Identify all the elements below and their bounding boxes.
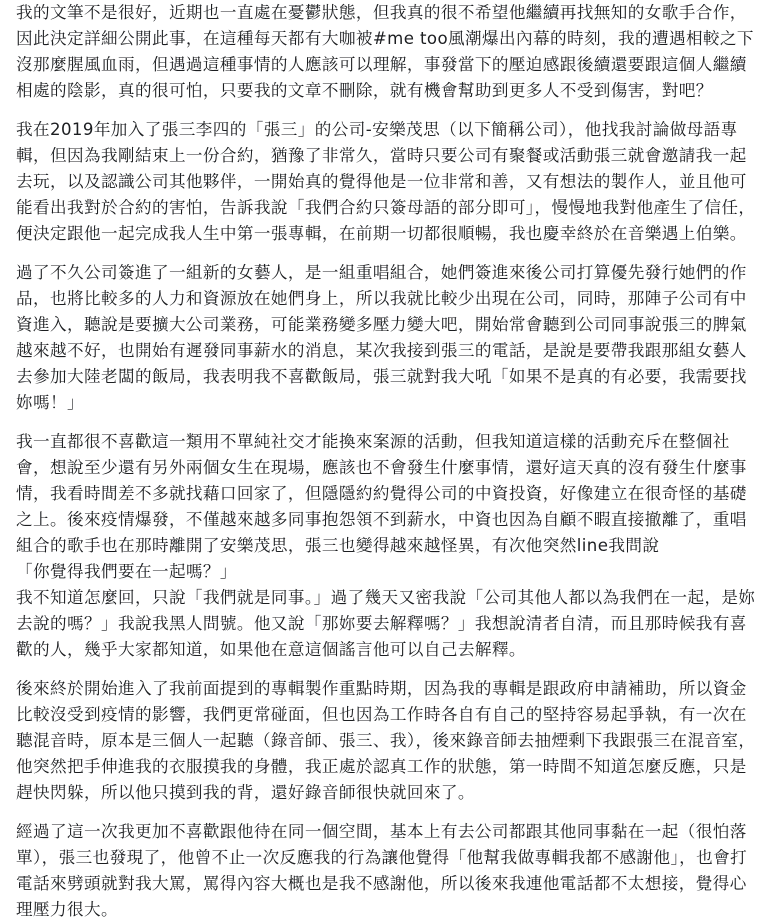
- post-paragraph-4: 我一直都很不喜歡這一類用不單純社交才能換來案源的活動，但我知道這樣的活動充斥在整個社會，想說至少還有另外兩個女生在現場，應該也不會發生什麼事情，還好這天真的沒有發生什麼事情，我看時間差不多就找藉口回家了，但隱隱約約覺得公司的中資投資，好像建立在很奇怪的基礎之上。後來疫情爆發，不僅越來越多同事抱怨領不到薪水，中資也因為自顧不暇直接撤離了，重唱組合的歌手也在那時離開了安樂茂思，張三也變得越來越怪異，有次他突然line我問說 「你覺得我們要在一起嗎？」 我不知道怎麼回，只說「我們就是同事。」過了幾天又密我說「公司其他人都以為我們在一起，是妳去說的嗎？」我說我黑人問號。他又說「那妳要去解釋嗎？」我想說清者自清，而且那時候我有喜歡的人，幾乎大家都知道，如果他在意這個謠言他可以自己去解釋。: [16, 432, 756, 659]
- post-paragraph-1: 我的文筆不是很好，近期也一直處在憂鬱狀態，但我真的很不希望他繼續再找無知的女歌手合作，因此決定詳細公開此事，在這種每天都有大咖被#me too風潮爆出內幕的時刻，我的遭遇相較之下沒那麼腥風血雨，但遇過這種事情的人應該可以理解，事發當下的壓迫感跟後續還要跟這個人繼續相處的陰影，真的很可怕，只要我的文章不刪除，就有機會幫助到更多人不受到傷害，對吧？: [16, 3, 754, 100]
- post-paragraph-5: 後來終於開始進入了我前面提到的專輯製作重點時期，因為我的專輯是跟政府申請補助，所以資金比較沒受到疫情的影響，我們更常碰面，但也因為工作時各自有自己的堅持容易起爭執，有一次在聽混音時，原本是三個人一起聽（錄音師、張三、我），後來錄音師去抽煙剩下我跟張三在混音室，他突然把手伸進我的衣服摸我的身體，我正處於認真工作的狀態，第一時間不知道怎麼反應，只是趕快閃躲，所以他只摸到我的背，還好錄音師很快就回來了。: [16, 679, 756, 802]
- post-paragraph-3: 過了不久公司簽進了一組新的女藝人，是一組重唱組合，她們簽進來後公司打算優先發行她們的作品，也將比較多的人力和資源放在她們身上，所以我就比較少出現在公司，同時，那陣子公司有中資進入，聽說是要擴大公司業務，可能業務變多壓力變大吧，開始常會聽到公司同事說張三的脾氣越來越不好，也開始有遲發同事薪水的消息，某次我接到張三的電話，是說是要帶我跟那組女藝人去參加大陸老闆的飯局，我表明我不喜歡飯局，張三就對我大吼「如果不是真的有必要，我需要找妳嗎！」: [16, 263, 747, 412]
- post-paragraph-6: 經過了這一次我更加不喜歡跟他待在同一個空間，基本上有去公司都跟其他同事黏在一起（很怕落單），張三也發現了，他曾不止一次反應我的行為讓他覺得「他幫我做專輯我都不感謝他」，也會打電話來劈頭就對我大罵，罵得內容大概也是我不感謝他，所以後來我連他電話都不太想接，覺得心理壓力很大。: [16, 822, 748, 919]
- post-paragraph-2: 我在2019年加入了張三李四的「張三」的公司-安樂茂思（以下簡稱公司），他找我討論做母語專輯，但因為我剛結束上一份合約，猶豫了非常久，當時只要公司有聚餐或活動張三就會邀請我一起去玩，以及認識公司其他夥伴，一開始真的覺得他是一位非常和善，又有想法的製作人，並且他可能看出我對於合約的害怕，告訴我說「我們合約只簽母語的部分即可」，慢慢地我對他產生了信任，便決定跟他一起完成我人生中第一張專輯，在前期一切都很順暢，我也慶幸終於在音樂遇上伯樂。: [16, 120, 756, 243]
